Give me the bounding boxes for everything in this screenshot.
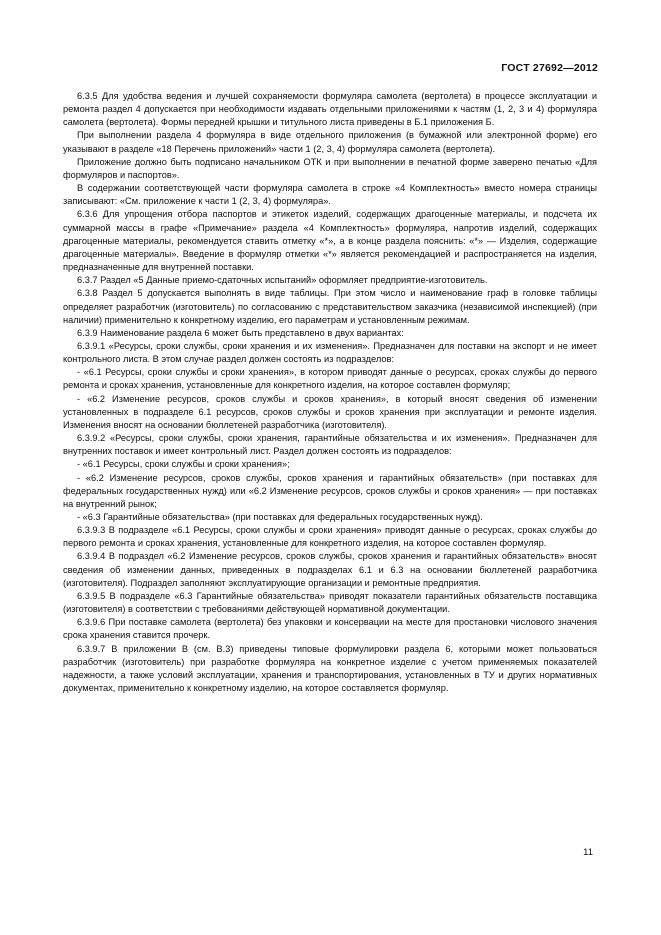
paragraph-6-3-9-6: 6.3.9.6 При поставке самолета (вертолета) без упаковки и консервации на месте для простановки числового значения срока хранения ставится прочерк. — [63, 617, 597, 641]
paragraph-6-3-9-1: 6.3.9.1 «Ресурсы, сроки службы, сроки хранения и их изменения». Предназначен для поставки на экспорт и не имеет контрольного листа. В этом случае раздел должен состоять из подразделов: — [63, 340, 597, 365]
list-item: - «6.1 Ресурсы, сроки службы и сроки хранения»; — [77, 459, 290, 470]
paragraph-appendix-section-4: При выполнении раздела 4 формуляра в виде отдельного приложения (в бумажной или электронной форме) его указывают в разделе «18 Перечень приложений» части 1 (2, 3, 4) формуляра самолета (вертолета). — [63, 130, 597, 154]
paragraph-6-3-9-4: 6.3.9.4 В подраздел «6.2 Изменение ресурсов, сроков службы, сроков хранения и гарантийных обязательств» вносят сведения об изменении данных, приведенных в подразделах 6.1 и 6.3 на основании бюллетеней разработчика (изготовителя). Подраздел заполняют эксплуатирующие организации и ремонтные предприятия. — [63, 551, 597, 588]
paragraph-6-3-9: 6.3.9 Наименование раздела 6 может быть представлено в двух вариантах: — [77, 327, 404, 338]
document-body — [63, 90, 597, 695]
list-item: - «6.3 Гарантийные обязательства» (при поставках для федеральных государственных нужд). — [77, 512, 483, 522]
document-code-header: ГОСТ 27692—2012 — [501, 62, 598, 74]
paragraph-appendix-signature: Приложение должно быть подписано начальником ОТК и при выполнении в печатной форме заверено печатью «Для формуляров и паспортов». — [63, 156, 597, 180]
list-item: - «6.1 Ресурсы, сроки службы и сроки хранения», в котором приводят данные о ресурсах, сроках службы до первого ремонта и сроках хранения, установленные для конкретного изделия, на которое составлен формуляр; — [63, 367, 597, 391]
page-number: 11 — [583, 847, 593, 858]
paragraph-6-3-7: 6.3.7 Раздел «5 Данные приемо-сдаточных испытаний» оформляет предприятие-изготовитель. — [77, 275, 488, 286]
paragraph-6-3-9-2: 6.3.9.2 «Ресурсы, сроки службы, сроки хранения, гарантийные обязательства и их изменения». Предназначен для внутренних поставок и имеет контрольный лист. Раздел должен состоять из подразделов: — [63, 433, 597, 457]
paragraph-6-3-5: 6.3.5 Для удобства ведения и лучшей сохраняемости формуляра самолета (вертолета) в процессе эксплуатации и ремонта раздел 4 допускается при необходимости издавать отдельными приложениями к частям (1, 2, 3 и 4) формуляра самолета (вертолета). Формы передней крышки и титульного листа приведены в Б.1 приложения Б. — [63, 91, 597, 128]
list-item: - «6.2 Изменение ресурсов, сроков службы, сроков хранения и гарантийных обязательств» (при поставках для федеральных государственных нужд) или «6.2 Изменение ресурсов, сроков службы и сроков хранения» — при поставках на внутренний рынок; — [63, 472, 597, 509]
paragraph-6-3-9-5: 6.3.9.5 В подразделе «6.3 Гарантийные обязательства» приводят показатели гарантийных обязательств поставщика (изготовителя) в соответствии с требованиями действующей нормативной документации. — [63, 590, 597, 615]
paragraph-contents-note: В содержании соответствующей части формуляра самолета в строке «4 Комплектность» вместо номера страницы записывают: «См. приложение к части 1 (2, 3, 4) формуляра». — [63, 183, 597, 207]
paragraph-6-3-9-3: 6.3.9.3 В подразделе «6.1 Ресурсы, сроки службы и сроки хранения» приводят данные о ресурсах, сроках службы до первого ремонта и сроках хранения, установленные для конкретного изделия, на которое составлен формуляр. — [63, 525, 597, 549]
paragraph-6-3-8: 6.3.8 Раздел 5 допускается выполнять в виде таблицы. При этом число и наименование граф в головке таблицы определяет разработчик (изготовитель) по согласованию с представительством заказчика (независимой инспекцией) (при наличии) применительно к конкретному изделию, его параметрам и установленным режимам. — [63, 288, 597, 325]
paragraph-6-3-6: 6.3.6 Для упрощения отбора паспортов и этикеток изделий, содержащих драгоценные материалы, и подсчета их суммарной массы в графе «Примечание» раздела «4 Комплектность» формуляра, напротив изделий, содержащих драгоценные материалы, рекомендуется ставить отметку «*», а в конце раздела пояснить: «*» — Изделия, содержащие драгоценные материалы». Введение в формуляр отметки «*» является рекомендацией и распространяется на изделия, предназначенные для внутренней поставки. — [63, 209, 597, 273]
paragraph-6-3-9-7: 6.3.9.7 В приложении В (см. В.3) приведены типовые формулировки раздела 6, которыми может пользоваться разработчик (изготовитель) при разработке формуляра на конкретное изделие с учетом применяемых показателей надежности, а также условий эксплуатации, хранения и транспортирования, установленных в ТУ и других нормативных документах, применительно к конкретному изделию, на которое составляется формуляр. — [63, 643, 597, 694]
list-item: - «6.2 Изменение ресурсов, сроков службы и сроков хранения», в который вносят сведения об изменении установленных в подразделе 6.1 ресурсов, сроков службы и сроков хранения при эксплуатации и ремонте изделия. Изменения вносят на основании бюллетеней разработчика (изготовителя). — [63, 393, 597, 430]
